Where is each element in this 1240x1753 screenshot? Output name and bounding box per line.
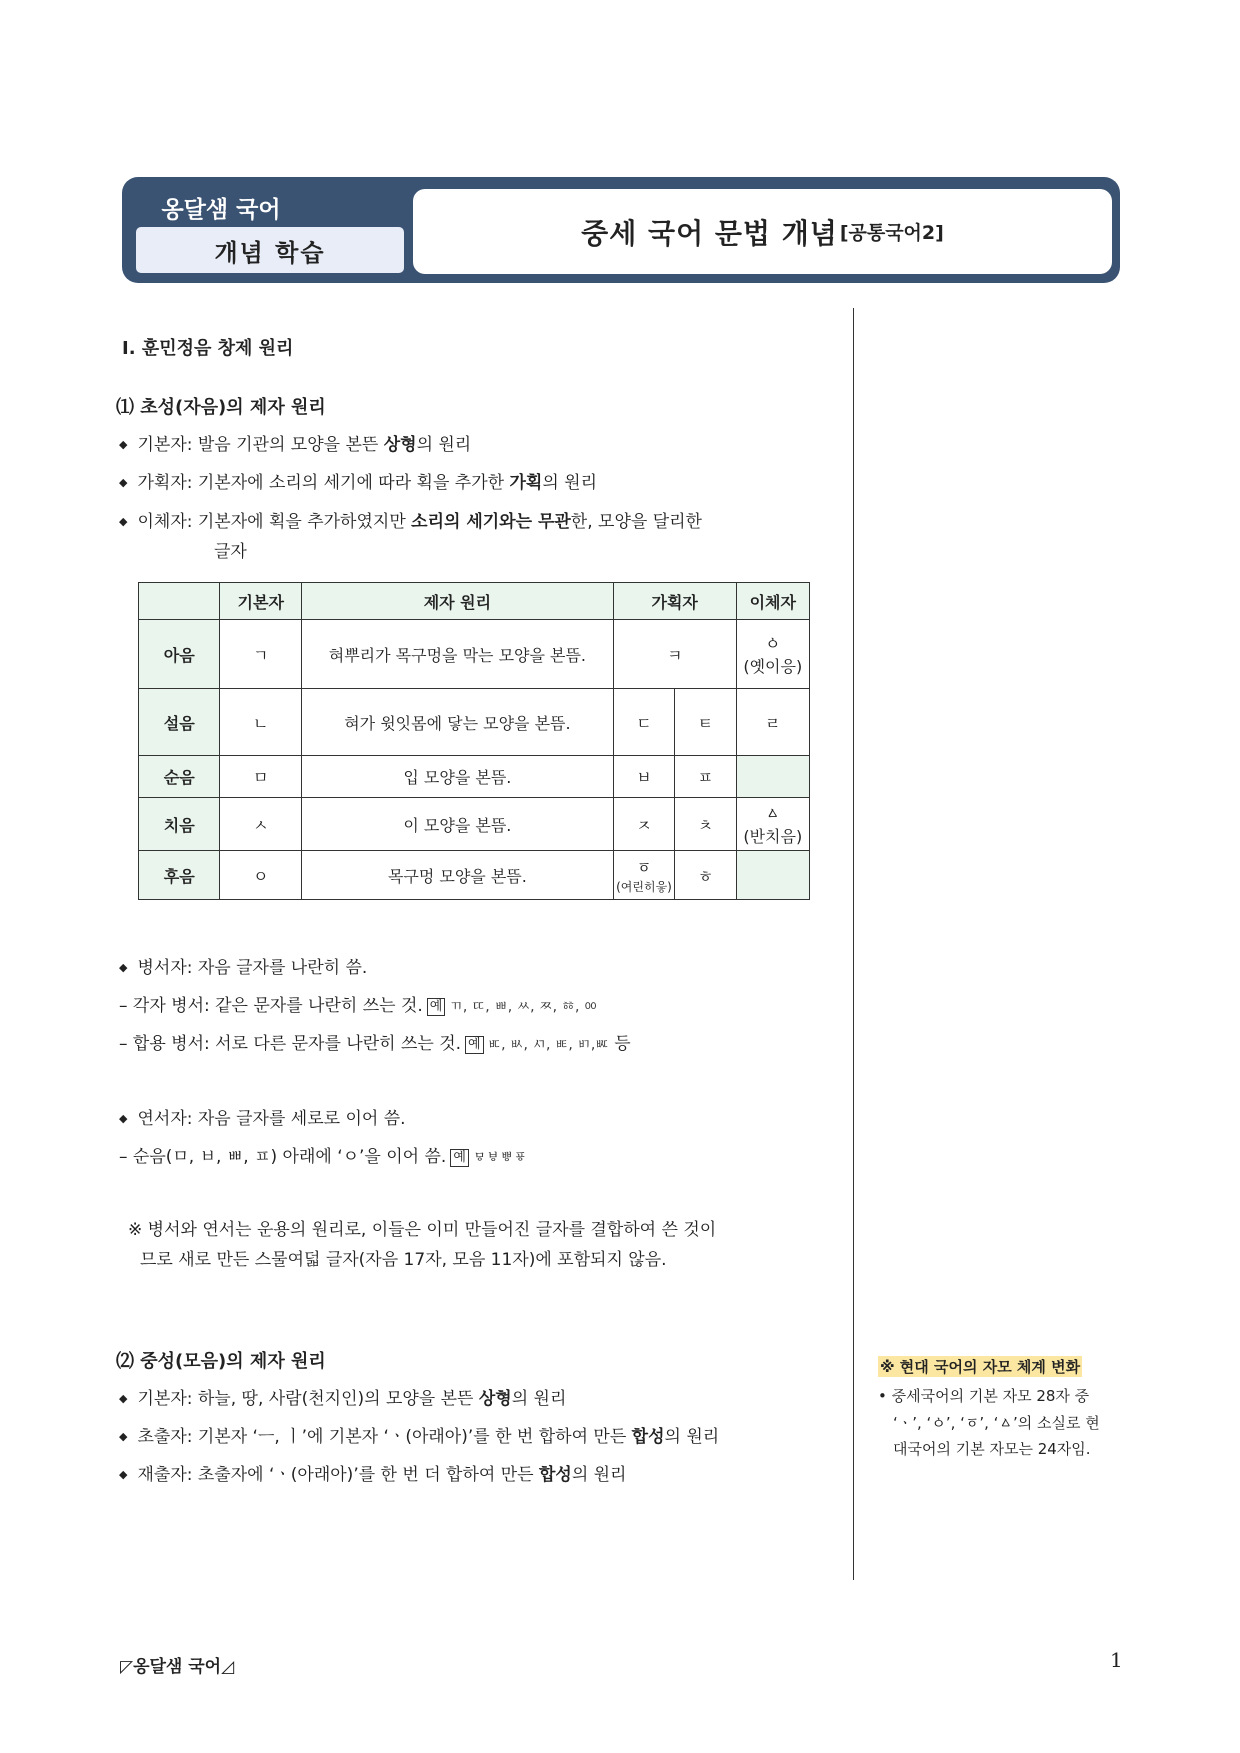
principle: 혀가 윗잇몸에 닿는 모양을 본뜸. <box>301 689 613 756</box>
base-letter: ㅇ <box>220 851 301 900</box>
base-letter: ㄴ <box>220 689 301 756</box>
added-letter: ㄷ <box>613 689 674 756</box>
added-letter: ㅎ <box>675 851 736 900</box>
added-letter: ㅋ <box>613 620 736 689</box>
example-mark: 예 <box>450 1149 469 1167</box>
bullet-basic-consonant: ◆ 기본자: 발음 기관의 모양을 본뜬 상형의 원리 <box>119 430 471 455</box>
table-header-row <box>139 583 810 620</box>
row-name: 치음 <box>139 798 220 851</box>
table-header-cell: 이체자 <box>736 583 809 620</box>
concept-label: 개념 학습 <box>136 227 404 273</box>
variant-letter: ㅿ (반치음) <box>736 798 809 851</box>
brand-tab: 옹달샘 국어 <box>138 189 304 225</box>
title-box <box>413 189 1112 274</box>
subsection-title-consonant: ⑴ 초성(자음)의 제자 원리 <box>116 397 326 418</box>
side-note-line: 대국어의 기본 자모는 24자임. <box>893 1440 1091 1458</box>
footer-brand: ◸옹달샘 국어◿ <box>120 1657 235 1677</box>
added-letter: ㅂ <box>613 756 674 798</box>
table-row <box>139 851 810 900</box>
bullet-first-vowel: ◆ 초출자: 기본자 ‘ㅡ, ㅣ’에 기본자 ‘ㆍ(아래아)’를 한 번 합하여 만든 합성의 원리 <box>119 1422 719 1447</box>
example-mark: 예 <box>427 998 446 1016</box>
added-letter: ㅌ <box>675 689 736 756</box>
row-name: 후음 <box>139 851 220 900</box>
subsection-title-vowel: ⑵ 중성(모음)의 제자 원리 <box>116 1351 326 1372</box>
consonant-table <box>138 582 810 900</box>
bullet-second-vowel: ◆ 재출자: 초출자에 ‘ㆍ(아래아)’를 한 번 더 합하여 만든 합성의 원리 <box>119 1460 626 1485</box>
side-note-title: ※ 현대 국어의 자모 체계 변화 <box>880 1358 1081 1376</box>
example-mark: 예 <box>465 1036 484 1054</box>
added-letter: ㅈ <box>613 798 674 851</box>
table-row <box>139 689 810 756</box>
row-name: 아음 <box>139 620 220 689</box>
variant-letter-empty <box>736 851 809 900</box>
variant-letter: ㄹ <box>736 689 809 756</box>
side-note-line: • 중세국어의 기본 자모 28자 중 <box>878 1387 1090 1405</box>
section-title: Ⅰ. 훈민정음 창제 원리 <box>122 338 294 359</box>
table-row <box>139 620 810 689</box>
table-header-cell <box>139 583 220 620</box>
column-divider <box>853 308 854 1580</box>
table-row <box>139 798 810 851</box>
variant-letter: ㆁ (옛이응) <box>736 620 809 689</box>
bullet-yeonseo: ◆ 연서자: 자음 글자를 세로로 이어 씀. <box>119 1104 406 1129</box>
principle: 입 모양을 본뜸. <box>301 756 613 798</box>
gakja-byeongseo: – 각자 병서: 같은 문자를 나란히 쓰는 것. 예 ㄲ, ㄸ, ㅃ, ㅆ, ㅉ, ㆅ, ㆀ <box>119 996 598 1016</box>
bullet-added-stroke: ◆ 가획자: 기본자에 소리의 세기에 따라 획을 추가한 가획의 원리 <box>119 468 597 493</box>
table-row <box>139 756 810 798</box>
base-letter: ㅅ <box>220 798 301 851</box>
variant-letter-empty <box>736 756 809 798</box>
usage-note-line1: ※ 병서와 연서는 운용의 원리로, 이들은 이미 만들어진 글자를 결합하여 쓴 것이 <box>128 1220 717 1240</box>
added-letter: ㅊ <box>675 798 736 851</box>
bullet-basic-vowel: ◆ 기본자: 하늘, 땅, 사람(천지인)의 모양을 본뜬 상형의 원리 <box>119 1384 566 1409</box>
principle: 혀뿌리가 목구멍을 막는 모양을 본뜸. <box>301 620 613 689</box>
base-letter: ㄱ <box>220 620 301 689</box>
bullet-variant-letter-cont: 글자 <box>214 542 247 562</box>
table-header-cell: 기본자 <box>220 583 301 620</box>
added-letter: ㆆ (여린히읗) <box>613 851 674 900</box>
row-name: 설음 <box>139 689 220 756</box>
principle: 이 모양을 본뜸. <box>301 798 613 851</box>
bullet-byeongseo: ◆ 병서자: 자음 글자를 나란히 씀. <box>119 953 367 978</box>
principle: 목구멍 모양을 본뜸. <box>301 851 613 900</box>
yeonseo-detail: – 순음(ㅁ, ㅂ, ㅃ, ㅍ) 아래에 ‘ㅇ’을 이어 씀. 예 ㅱㅸㅹㆄ <box>119 1147 527 1167</box>
table-header-cell: 가획자 <box>613 583 736 620</box>
hapyong-byeongseo: – 합용 병서: 서로 다른 문자를 나란히 쓰는 것. 예 ㅳ, ㅄ, ㅺ, ㅷ, ㅲ,ㅵ 등 <box>119 1034 631 1054</box>
side-note-line: ‘ㆍ’, ‘ㆁ’, ‘ㆆ’, ‘ㅿ’의 소실로 현 <box>893 1414 1100 1432</box>
bullet-variant-letter: ◆ 이체자: 기본자에 획을 추가하였지만 소리의 세기와는 무관한, 모양을 달리한 <box>119 507 702 532</box>
added-letter: ㅍ <box>675 756 736 798</box>
row-name: 순음 <box>139 756 220 798</box>
table-header-cell: 제자 원리 <box>301 583 613 620</box>
page-title: 중세 국어 문법 개념 <box>581 216 838 250</box>
page-subtitle: [공통국어2] <box>839 222 944 244</box>
usage-note-line2: 므로 새로 만든 스물여덟 글자(자음 17자, 모음 11자)에 포함되지 않음. <box>140 1250 667 1270</box>
page-number: 1 <box>1110 1648 1123 1672</box>
base-letter: ㅁ <box>220 756 301 798</box>
